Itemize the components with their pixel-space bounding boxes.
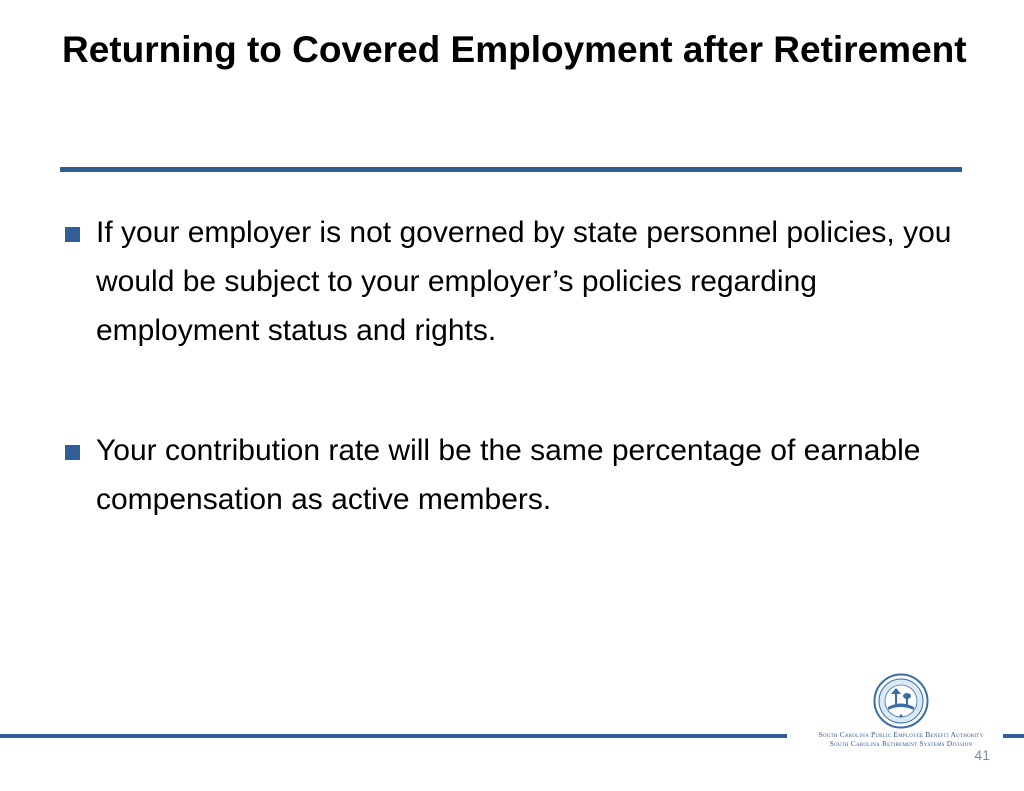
bullet-text: If your employer is not governed by state personnel policies, you would be subject to your employer’s policies regarding employment status and rights.	[96, 216, 952, 347]
slide-title: Returning to Covered Employment after Retirement	[62, 29, 967, 70]
page-number: 41	[974, 747, 990, 763]
organization-name: South Carolina Public Employee Benefit Authority	[818, 730, 984, 739]
organization-division: South Carolina Retirement Systems Division	[829, 739, 973, 748]
square-bullet-icon	[65, 445, 80, 460]
state-seal-icon	[873, 673, 929, 729]
square-bullet-icon	[65, 227, 80, 242]
bullet-item	[62, 208, 972, 355]
bullet-item	[62, 426, 972, 524]
title-divider	[60, 167, 962, 172]
bullet-list	[62, 208, 972, 524]
footer-divider	[0, 734, 787, 738]
bullet-text: Your contribution rate will be the same percentage of earnable compensation as active members.	[96, 434, 921, 516]
